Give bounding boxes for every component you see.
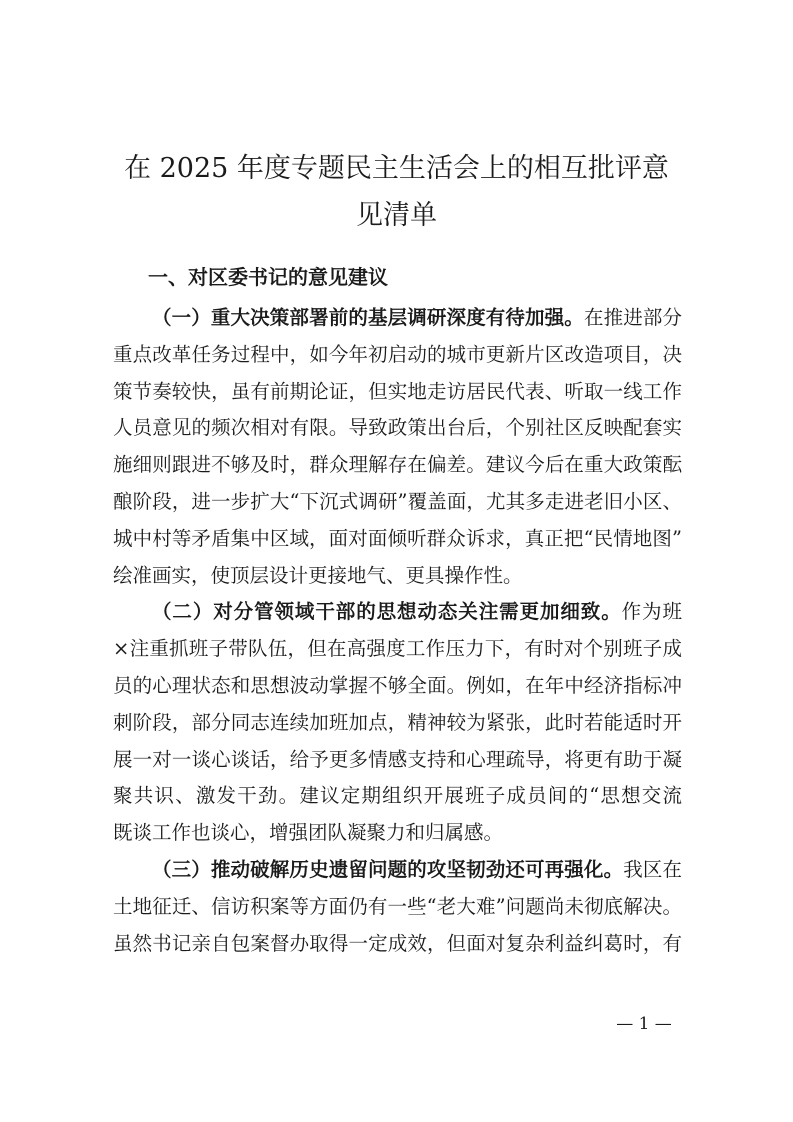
paragraph-first-line: [113, 300, 682, 337]
opinion-item-3: [113, 852, 682, 962]
document-title-line-2: 见清单: [356, 200, 437, 231]
paragraph-last-line: 既谈工作也谈心，增强团队凝聚力和归属感。: [113, 821, 504, 845]
section-heading: 一、对区委书记的意见建议: [148, 265, 388, 289]
paragraph-line: 展一对一谈心谈话，给予更多情感支持和心理疏导，将更有助于凝: [113, 747, 682, 771]
paragraph-line: 施细则跟进不够及时，群众理解存在偏差。建议今后在重大政策酝: [113, 453, 682, 477]
item-lead-heading: （二）对分管领域干部的思想动态关注需更加细致。: [152, 600, 622, 624]
paragraph-line: ×注重抓班子带队伍，但在高强度工作压力下，有时对个别班子成: [113, 637, 682, 661]
document-body: [113, 300, 682, 962]
paragraph-line: 聚共识、激发干劲。建议定期组织开展班子成员间的“思想交流: [113, 784, 682, 808]
paragraph-text: 在推进部分: [583, 306, 682, 329]
paragraph-line: 虽然书记亲自包案督办取得一定成效，但面对复杂利益纠葛时，有: [113, 931, 682, 955]
paragraph-line: 重点改革任务过程中，如今年初启动的城市更新片区改造项目，决: [113, 342, 682, 366]
paragraph-line: 刺阶段，部分同志连续加班加点，精神较为紧张，此时若能适时开: [113, 710, 682, 734]
paragraph-first-line: [113, 594, 682, 631]
paragraph-line: 员的心理状态和思想波动掌握不够全面。例如，在年中经济指标冲: [113, 673, 682, 697]
document-title: [0, 145, 793, 239]
paragraph-last-line: 绘准画实，使顶层设计更接地气、更具操作性。: [113, 563, 523, 587]
paragraph-text: 我区在: [623, 857, 682, 881]
document-title-line-1: 在 2025 年度专题民主生活会上的相互批评意: [124, 153, 669, 184]
page-number: — 1 —: [616, 1014, 672, 1034]
opinion-item-2: [113, 594, 682, 852]
paragraph-line: 城中村等矛盾集中区域，面对面倾听群众诉求，真正把“民情地图”: [113, 526, 682, 550]
paragraph-text: 作为班: [621, 600, 682, 624]
paragraph-line: 酿阶段，进一步扩大“下沉式调研”覆盖面，尤其多走进老旧小区、: [113, 489, 682, 513]
item-lead-heading: （三）推动破解历史遗留问题的攻坚韧劲还可再强化。: [152, 857, 624, 881]
paragraph-first-line: [113, 852, 682, 889]
paragraph-line: 策节奏较快，虽有前期论证，但实地走访居民代表、听取一线工作: [113, 379, 682, 403]
paragraph-line: 人员意见的频次相对有限。导致政策出台后，个别社区反映配套实: [113, 416, 682, 440]
opinion-item-1: [113, 300, 682, 594]
paragraph-line: 土地征迁、信访积案等方面仍有一些“老大难”问题尚未彻底解决。: [113, 894, 682, 918]
item-lead-heading: （一）重大决策部署前的基层调研深度有待加强。: [152, 306, 584, 329]
